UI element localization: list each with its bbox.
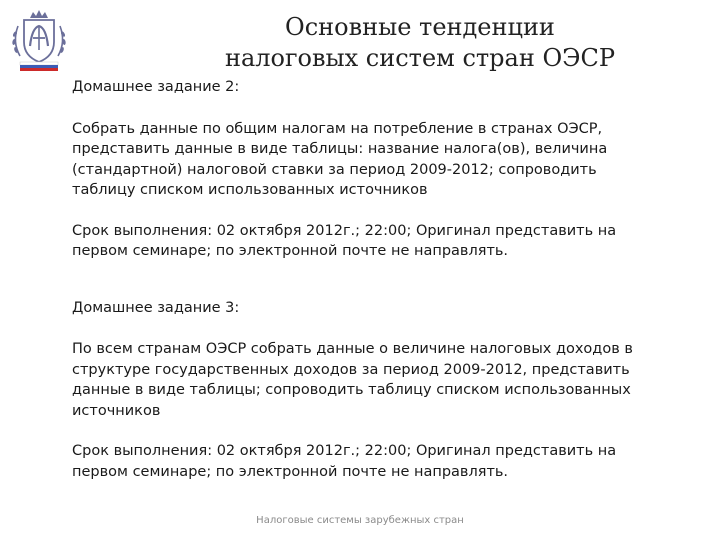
slide-title: [150, 12, 690, 74]
emblem-graphic: [6, 6, 72, 72]
homework-2-deadline-line: Срок выполнения: 02 октября 2012г.; 22:00; Оригинал представить на: [72, 222, 617, 239]
university-emblem-icon: [6, 6, 72, 72]
slide-title-line-1: Основные тенденции: [285, 13, 555, 41]
homework-2-deadline: [72, 221, 672, 262]
homework-3-task-line: структуре государственных доходов за период 2009-2012, представить: [72, 361, 630, 378]
homework-3-task-line: данные в виде таблицы; сопроводить таблицу списком использованных: [72, 382, 631, 398]
slide-title-line-2: налоговых систем стран ОЭСР: [224, 44, 616, 72]
homework-2-task-line: представить данные в виде таблицы: название налога(ов), величина: [72, 141, 608, 157]
homework-3-task-line: источников: [72, 402, 161, 419]
homework-3-deadline: [72, 441, 672, 482]
homework-3-task-line: По всем странам ОЭСР собрать данные о величине налоговых доходов в: [72, 341, 633, 357]
homework-2-task: [72, 119, 672, 201]
homework-2-heading: Домашнее задание 2:: [72, 79, 240, 95]
homework-2-deadline-line: первом семинаре; по электронной почте не направлять.: [72, 243, 509, 259]
homework-2-task-line: (стандартной) налоговой ставки за период 2009-2012; сопроводить: [72, 161, 597, 178]
slide-body: [72, 77, 672, 482]
slide-footer: Налоговые системы зарубежных стран: [256, 515, 464, 526]
homework-3-task: [72, 339, 672, 421]
homework-2-task-line: таблицу списком использованных источников: [72, 182, 428, 198]
homework-3-deadline-line: Срок выполнения: 02 октября 2012г.; 22:00; Оригинал представить на: [72, 443, 617, 459]
homework-2-task-line: Собрать данные по общим налогам на потребление в странах ОЭСР,: [72, 120, 603, 137]
homework-3-deadline-line: первом семинаре; по электронной почте не направлять.: [72, 463, 509, 480]
homework-3-heading: Домашнее задание 3:: [72, 299, 240, 316]
